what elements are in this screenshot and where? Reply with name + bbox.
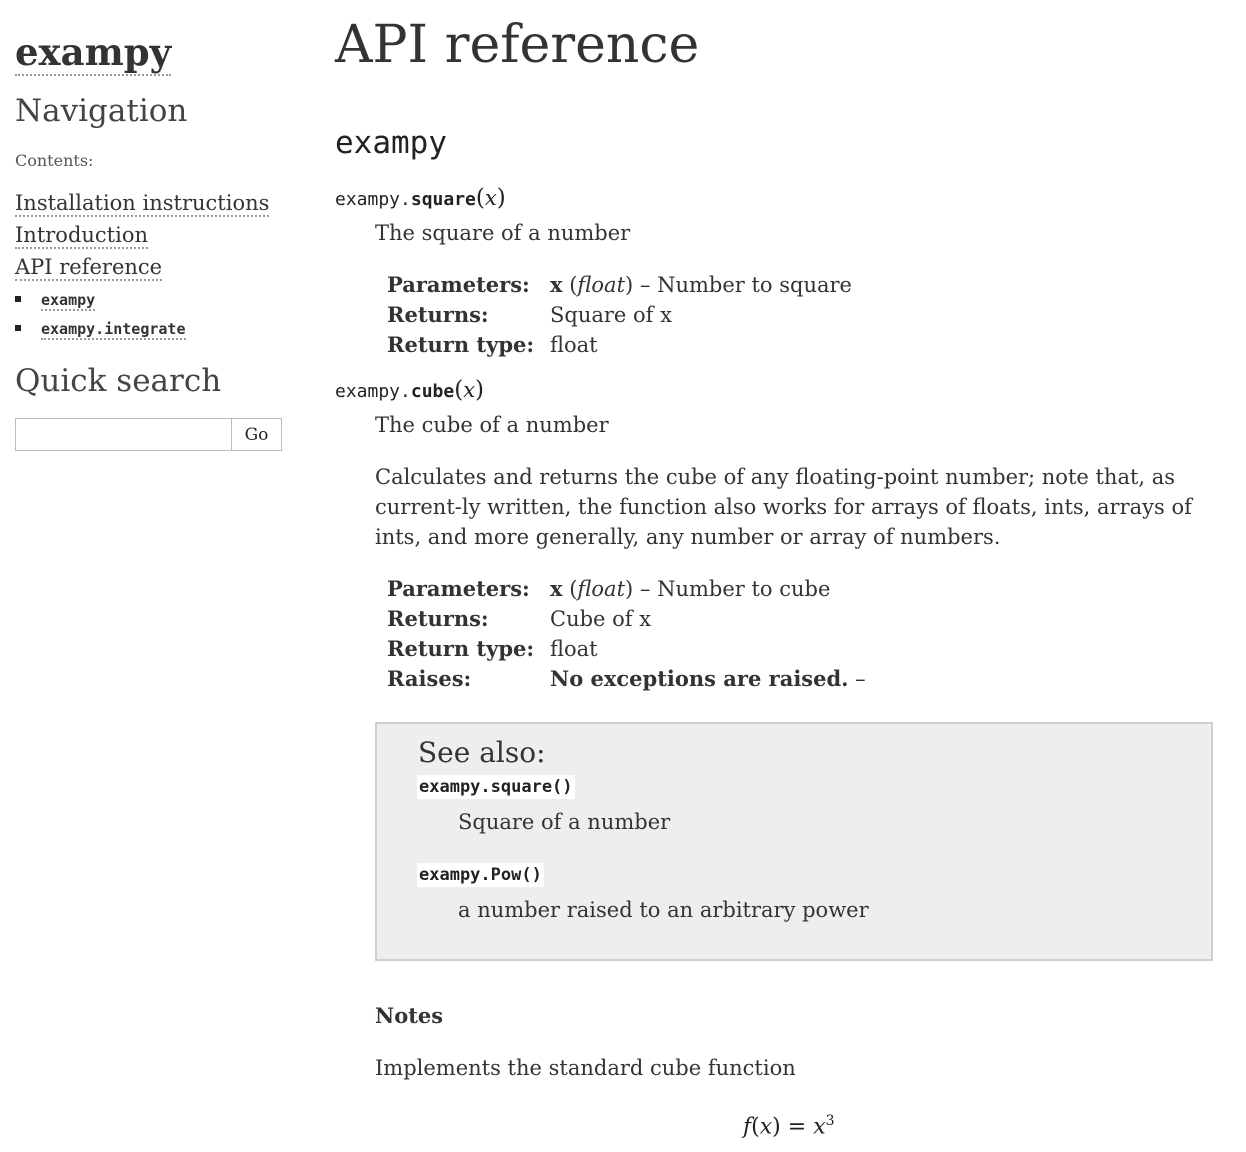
toc-link-introduction[interactable]: Introduction xyxy=(15,223,148,247)
field-row-raises xyxy=(387,664,866,694)
field-row-parameters xyxy=(387,574,866,604)
cube-summary: The cube of a number xyxy=(375,413,609,437)
field-value xyxy=(550,664,866,694)
formula-close-paren: ) xyxy=(772,1114,781,1140)
bullet-icon xyxy=(15,325,21,331)
see-also-title: See also: xyxy=(418,736,546,769)
signature-arg: x xyxy=(484,186,497,210)
formula-variable: x xyxy=(759,1114,773,1140)
field-row-parameters xyxy=(387,270,852,300)
param-type: float xyxy=(577,577,626,601)
module-heading: exampy xyxy=(335,125,447,161)
signature-prefix: exampy. xyxy=(335,381,411,402)
field-label: Parameters: xyxy=(387,576,530,601)
signature-open-paren: ( xyxy=(475,185,485,211)
see-also-link-square[interactable]: exampy.square() xyxy=(419,777,573,797)
cube-description: Calculates and returns the cube of any floating-point number; note that, as current-ly written, the function also works for arrays of floats, ints, arrays of ints, and more generally, any number or array of numbers. xyxy=(375,465,1192,549)
go-button[interactable]: Go xyxy=(231,419,281,450)
signature-prefix: exampy. xyxy=(335,189,411,210)
cube-signature xyxy=(335,377,484,405)
signature-name: cube xyxy=(410,381,455,402)
toc-item-api-reference xyxy=(15,254,162,280)
toc-item-introduction xyxy=(15,222,148,248)
field-label: Return type: xyxy=(387,636,535,661)
field-row-return-type xyxy=(387,634,866,664)
formula-function: f xyxy=(743,1114,752,1140)
field-value: float xyxy=(550,333,598,357)
formula-base: x xyxy=(813,1114,826,1140)
formula-exponent: 3 xyxy=(825,1113,835,1129)
square-summary: The square of a number xyxy=(375,221,631,245)
field-value: float xyxy=(550,637,598,661)
field-row-return-type xyxy=(387,330,852,360)
toc-subitem-exampy-integrate xyxy=(15,318,186,340)
field-label: Returns: xyxy=(387,302,489,327)
raises-dash: – xyxy=(855,667,866,691)
field-value: Square of x xyxy=(550,303,672,327)
search-input[interactable] xyxy=(16,419,231,450)
signature-open-paren: ( xyxy=(454,377,464,403)
square-signature xyxy=(335,185,506,213)
toc-link-api-reference[interactable]: API reference xyxy=(15,255,163,279)
see-also-link-pow[interactable]: exampy.Pow() xyxy=(419,865,542,885)
field-value: x (float) – Number to cube xyxy=(550,576,831,601)
param-type: float xyxy=(577,273,626,297)
signature-close-paren: ) xyxy=(496,185,506,211)
field-row-returns xyxy=(387,604,866,634)
param-desc: – Number to square xyxy=(639,273,852,297)
toc-subitem-exampy xyxy=(15,289,95,311)
bullet-icon xyxy=(15,296,21,302)
field-label: Parameters: xyxy=(387,272,530,297)
see-also-desc: a number raised to an arbitrary power xyxy=(458,898,869,922)
toc-link-exampy[interactable]: exampy xyxy=(41,291,96,309)
page-title: API reference xyxy=(335,15,700,75)
navigation-heading: Navigation xyxy=(15,93,188,129)
see-also-box xyxy=(375,722,1213,961)
field-value: x (float) – Number to square xyxy=(550,272,852,297)
quick-search-form xyxy=(15,418,282,451)
formula-open-paren: ( xyxy=(751,1114,760,1140)
signature-name: square xyxy=(410,189,476,210)
formula-equals: = xyxy=(780,1114,814,1140)
param-name: x xyxy=(550,576,563,601)
brand-link[interactable]: exampy xyxy=(15,30,172,74)
quick-search-heading: Quick search xyxy=(15,363,222,399)
signature-arg: x xyxy=(463,378,476,402)
brand-title xyxy=(15,30,171,74)
toc-link-installation[interactable]: Installation instructions xyxy=(15,191,270,215)
field-label: Returns: xyxy=(387,606,489,631)
contents-label: Contents: xyxy=(15,151,94,170)
see-also-desc: Square of a number xyxy=(458,810,671,834)
notes-heading: Notes xyxy=(375,1003,444,1028)
toc-item-installation xyxy=(15,190,269,216)
raises-text: No exceptions are raised. xyxy=(550,666,849,691)
cube-formula xyxy=(743,1106,835,1142)
field-label: Return type: xyxy=(387,332,535,357)
field-label: Raises: xyxy=(387,666,472,691)
cube-field-list xyxy=(387,574,866,694)
signature-close-paren: ) xyxy=(475,377,485,403)
param-name: x xyxy=(550,272,563,297)
toc-link-exampy-integrate[interactable]: exampy.integrate xyxy=(41,320,186,338)
field-value: Cube of x xyxy=(550,607,652,631)
param-desc: – Number to cube xyxy=(639,577,831,601)
notes-text: Implements the standard cube function xyxy=(375,1056,796,1080)
square-field-list xyxy=(387,270,852,360)
field-row-returns xyxy=(387,300,852,330)
